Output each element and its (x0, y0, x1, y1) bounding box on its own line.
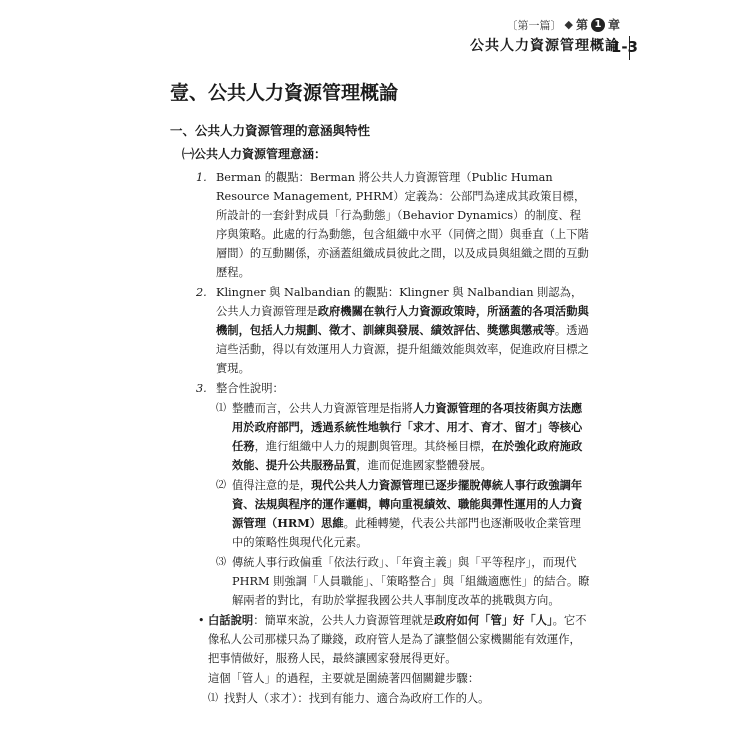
step-number: ⑴ (208, 693, 218, 704)
plain-language-note (198, 611, 590, 669)
text-run: 。透過這些活動，得以有效運用人力資源，提升組織效能與效率，促進政府目標之實現。 (216, 324, 589, 375)
text-run: ：簡單來說，公共人力資源管理就是 (253, 614, 434, 627)
text-run: ，進行組織中人力的規劃與管理。其終極目標， (254, 440, 492, 453)
emphasis-text: 現代公共人力資源管理已逐步擺脫傳統人事行政強調年資、法規與程序的運作邏輯，轉向重視績效、職能與彈性運用的人力資源管理（HRM）思維 (232, 478, 583, 530)
chapter-number-badge: 1 (591, 18, 605, 32)
text-run: 值得注意的是， (232, 479, 312, 492)
chapter-marker: ◆ (564, 18, 573, 31)
list-item (196, 168, 590, 283)
sub-item-text (232, 476, 590, 552)
sub-item-text (232, 399, 590, 475)
text-run: 整體而言，公共人力資源管理是指將 (232, 402, 413, 415)
step-item (208, 689, 590, 709)
list-item (196, 283, 590, 379)
chapter-title: 公共人力資源管理概論 (470, 38, 620, 54)
text-run: ，進而促進國家整體發展。 (356, 459, 492, 472)
section-heading: 壹、公共人力資源管理概論 (170, 82, 399, 104)
chapter-word: 章 (607, 18, 620, 32)
steps-intro: 這個「管人」的過程，主要就是圍繞著四個關鍵步驟： (208, 672, 480, 685)
running-header (470, 16, 620, 55)
item-number: 3. (196, 382, 207, 395)
text-run: Klingner 與 Nalbandian 的觀點：Klingner 與 Nalbandian 則認為，公共人力資源管理是 (216, 286, 583, 318)
page-body (170, 78, 590, 709)
sub-item-number: ⑶ (216, 557, 226, 568)
subsection-heading: 一、公共人力資源管理的意涵與特性 (170, 123, 371, 138)
item-text (216, 283, 590, 378)
page-number: 1-3 (610, 38, 638, 56)
chapter-prefix: 第 (575, 18, 588, 32)
sub-item (216, 476, 590, 553)
sub-item-text: 傳統人事行政偏重「依法行政」、「年資主義」與「平等程序」，而現代 PHRM 則強調「人員職能」、「策略整合」與「組織適應性」的結合。瞭解兩者的對比，有助於掌握我國公共人事制度改革的挑戰與方向。 (232, 556, 590, 607)
note-label: 白話說明 (208, 613, 254, 627)
sub-item-number: ⑵ (216, 480, 226, 491)
emphasis-text: 政府如何「管」好「人」 (433, 613, 553, 627)
note-text (208, 611, 590, 668)
emphasis-text: 人力資源管理的各項技術與方法應用於政府部門，透過系統性地執行「求才、用才、育才、留才」等核心任務 (232, 401, 583, 453)
bullet-icon: • (198, 614, 205, 627)
emphasis-text: 在於強化政府施政效能、提升公共服務品質 (232, 439, 583, 472)
header-part-line (470, 16, 620, 33)
text-run: 。它不像私人公司那樣只為了賺錢，政府管人是為了讓整個公家機關能有效運作，把事情做好，服務人民，最終讓國家發展得更好。 (208, 614, 587, 665)
step-text: 找對人（求才）：找到有能力、適合為政府工作的人。 (224, 692, 490, 705)
sub-item (216, 399, 590, 476)
topic-heading: ㈠公共人力資源管理意涵： (182, 147, 327, 161)
item-number: 2. (196, 286, 207, 299)
sub-item-number: ⑴ (216, 403, 226, 414)
item-text: Berman 的觀點：Berman 將公共人力資源管理（Public Human Resource Management, PHRM）定義為：公部門為達成其政策目標，所設計的一套針對成員「行為動態」（Behavior Dynamics）的制度、程序與策略。此處的行為動態，包含組織中水平（同儕之間）與垂直（上下階層間）的互動關係，亦涵蓋組織成員彼此之間，以及成員與組織之間的互動歷程。 (216, 171, 589, 279)
text-run: 。此種轉變，代表公共部門也逐漸吸收企業管理中的策略性與現代化元素。 (232, 517, 581, 549)
list-item (196, 379, 590, 399)
sub-item (216, 553, 590, 611)
item-number: 1. (196, 171, 207, 184)
emphasis-text: 政府機關在執行人力資源政策時，所涵蓋的各項活動與機制，包括人力規劃、徵才、訓練與發展、績效評估、獎懲與懲戒等 (216, 304, 589, 337)
part-label: 〔第一篇〕 (506, 18, 562, 32)
item-text: 整合性說明： (216, 382, 284, 395)
